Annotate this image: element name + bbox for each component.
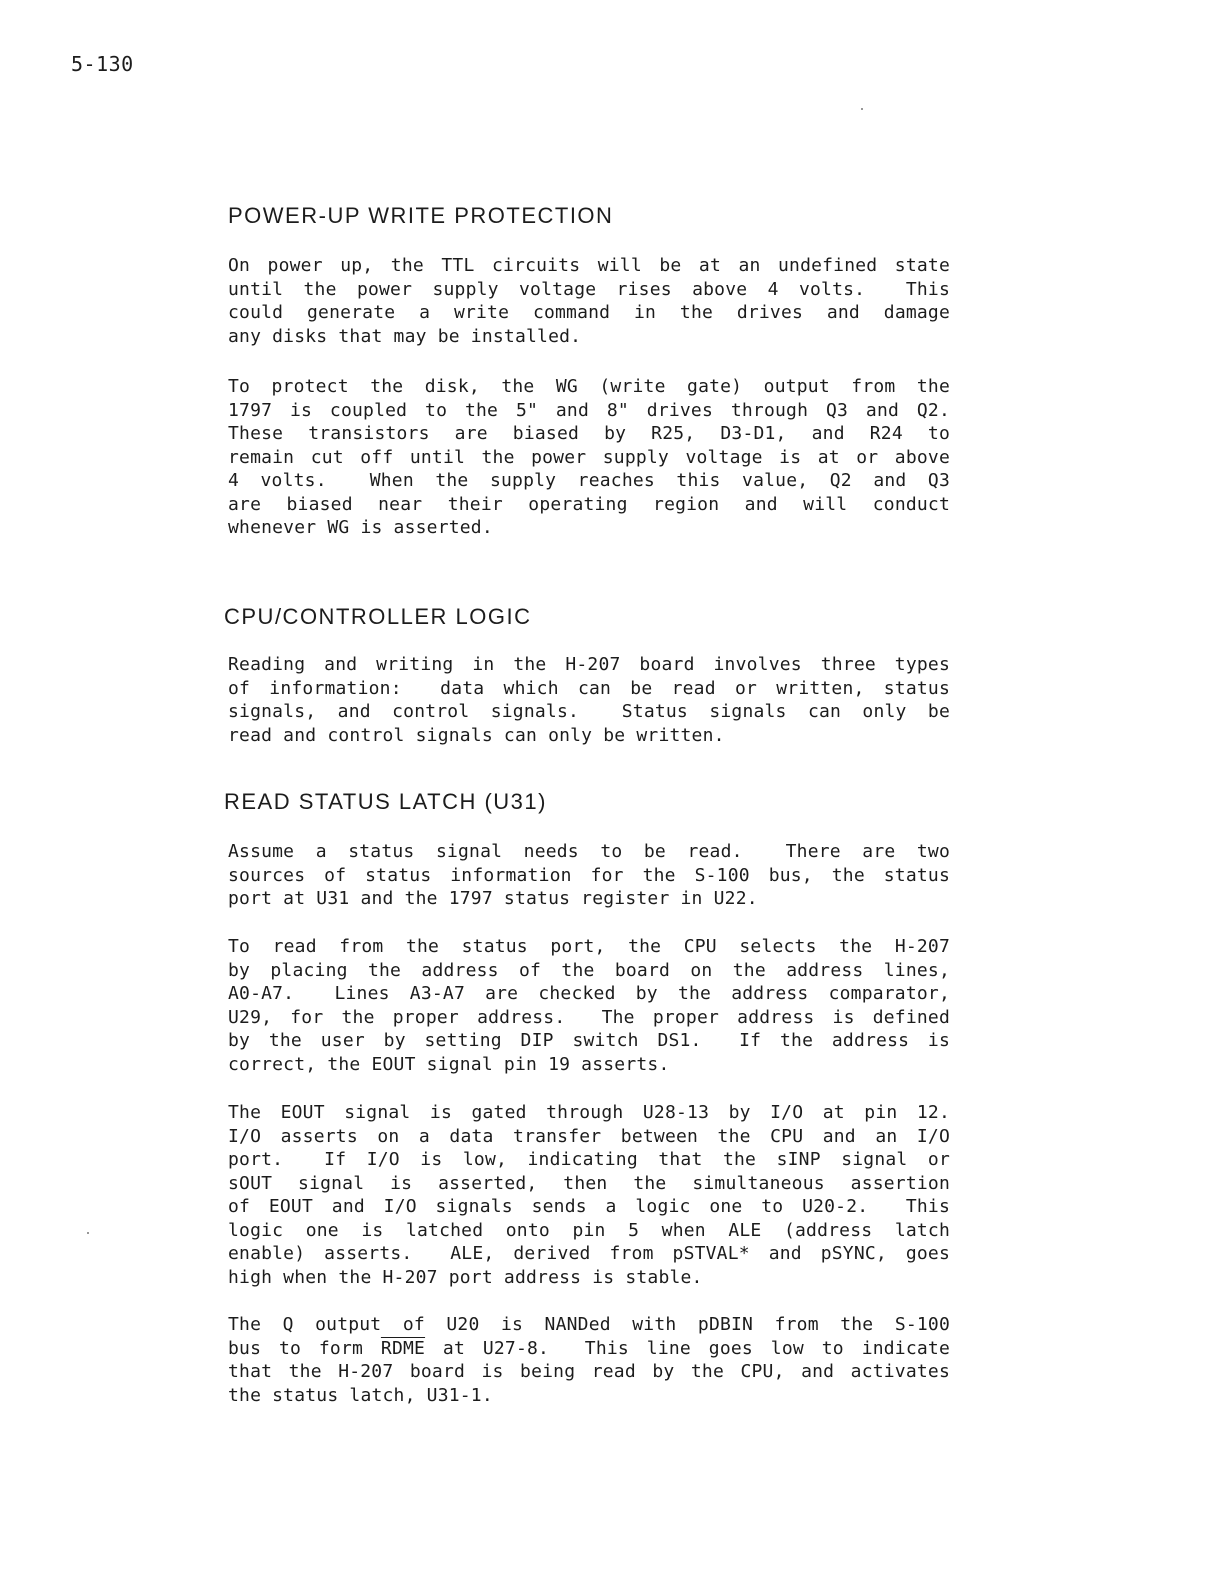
page-number: 5-130: [71, 52, 134, 76]
text-line: could generate a write command in the drives and damage: [228, 302, 950, 323]
text-line: sOUT signal is asserted, then the simultaneous assertion: [228, 1172, 950, 1194]
paragraph-power-up-1: [228, 254, 950, 348]
text-line: logic one is latched onto pin 5 when ALE (address latch: [228, 1219, 950, 1241]
text-line: of information: data which can be read or written, status: [228, 677, 950, 699]
text-line: correct, the EOUT signal pin 19 asserts.: [228, 1053, 670, 1075]
text-line: by placing the address of the board on the address lines,: [228, 959, 950, 981]
text-line: Reading and writing in the H-207 board involves three types: [228, 654, 950, 675]
text-line: port at U31 and the 1797 status register in U22.: [228, 888, 758, 909]
text-line: remain cut off until the power supply voltage is at or above: [228, 446, 950, 468]
text-line: 4 volts. When the supply reaches this value, Q2 and Q3: [228, 470, 950, 491]
text-line: port. If I/O is low, indicating that the sINP signal or: [228, 1149, 950, 1170]
text-line: high when the H-207 port address is stable.: [228, 1266, 703, 1288]
text-line: sources of status information for the S-100 bus, the status: [228, 864, 950, 886]
text-line: These transistors are biased by R25, D3-D1, and R24 to: [228, 423, 950, 444]
text-line: A0-A7. Lines A3-A7 are checked by the address comparator,: [228, 983, 950, 1004]
section-heading-power-up: POWER-UP WRITE PROTECTION: [228, 203, 614, 228]
text-line: U29, for the proper address. The proper address is defined: [228, 1006, 950, 1028]
text-line: by the user by setting DIP switch DS1. If the address is: [228, 1030, 950, 1051]
text-line: To read from the status port, the CPU selects the H-207: [228, 936, 950, 957]
text-line: Assume a status signal needs to be read. There are two: [228, 841, 950, 862]
text-line: 1797 is coupled to the 5" and 8" drives through Q3 and Q2.: [228, 399, 950, 421]
paragraph-read-status-4: [228, 1313, 950, 1407]
text-line: of EOUT and I/O signals sends a logic one to U20-2. This: [228, 1196, 950, 1217]
scan-speck: [87, 1232, 89, 1234]
section-heading-cpu-logic: CPU/CONTROLLER LOGIC: [224, 604, 532, 629]
rdme-signal-name: RDME: [380, 1337, 426, 1359]
section-heading-read-status: READ STATUS LATCH (U31): [224, 789, 547, 814]
paragraph-cpu-logic-1: [228, 653, 950, 747]
text-line: any disks that may be installed.: [228, 325, 582, 347]
text-line: signals, and control signals. Status signals can only be: [228, 701, 950, 722]
text-line-rdme: [228, 1337, 950, 1361]
text-line: I/O asserts on a data transfer between the CPU and an I/O: [228, 1125, 950, 1147]
paragraph-read-status-3: [228, 1101, 950, 1289]
text-segment: at U27-8. This line goes low to indicate: [425, 1337, 950, 1359]
text-line: are biased near their operating region and will conduct: [228, 493, 950, 515]
text-line: On power up, the TTL circuits will be at an undefined state: [228, 255, 950, 276]
text-line: whenever WG is asserted.: [228, 517, 493, 538]
scan-speck: [861, 108, 863, 110]
paragraph-read-status-1: [228, 840, 950, 911]
text-line: until the power supply voltage rises above 4 volts. This: [228, 278, 950, 300]
paragraph-power-up-2: [228, 375, 950, 540]
text-line: enable) asserts. ALE, derived from pSTVAL* and pSYNC, goes: [228, 1243, 950, 1264]
text-segment: bus to form: [228, 1337, 381, 1359]
paragraph-read-status-2: [228, 935, 950, 1076]
text-line: The EOUT signal is gated through U28-13 by I/O at pin 12.: [228, 1102, 950, 1123]
text-line: the status latch, U31-1.: [228, 1384, 493, 1406]
text-line: read and control signals can only be written.: [228, 724, 725, 746]
text-line: that the H-207 board is being read by the CPU, and activates: [228, 1361, 950, 1382]
text-line: The Q output of U20 is NANDed with pDBIN from the S-100: [228, 1314, 950, 1335]
text-line: To protect the disk, the WG (write gate) output from the: [228, 376, 950, 397]
